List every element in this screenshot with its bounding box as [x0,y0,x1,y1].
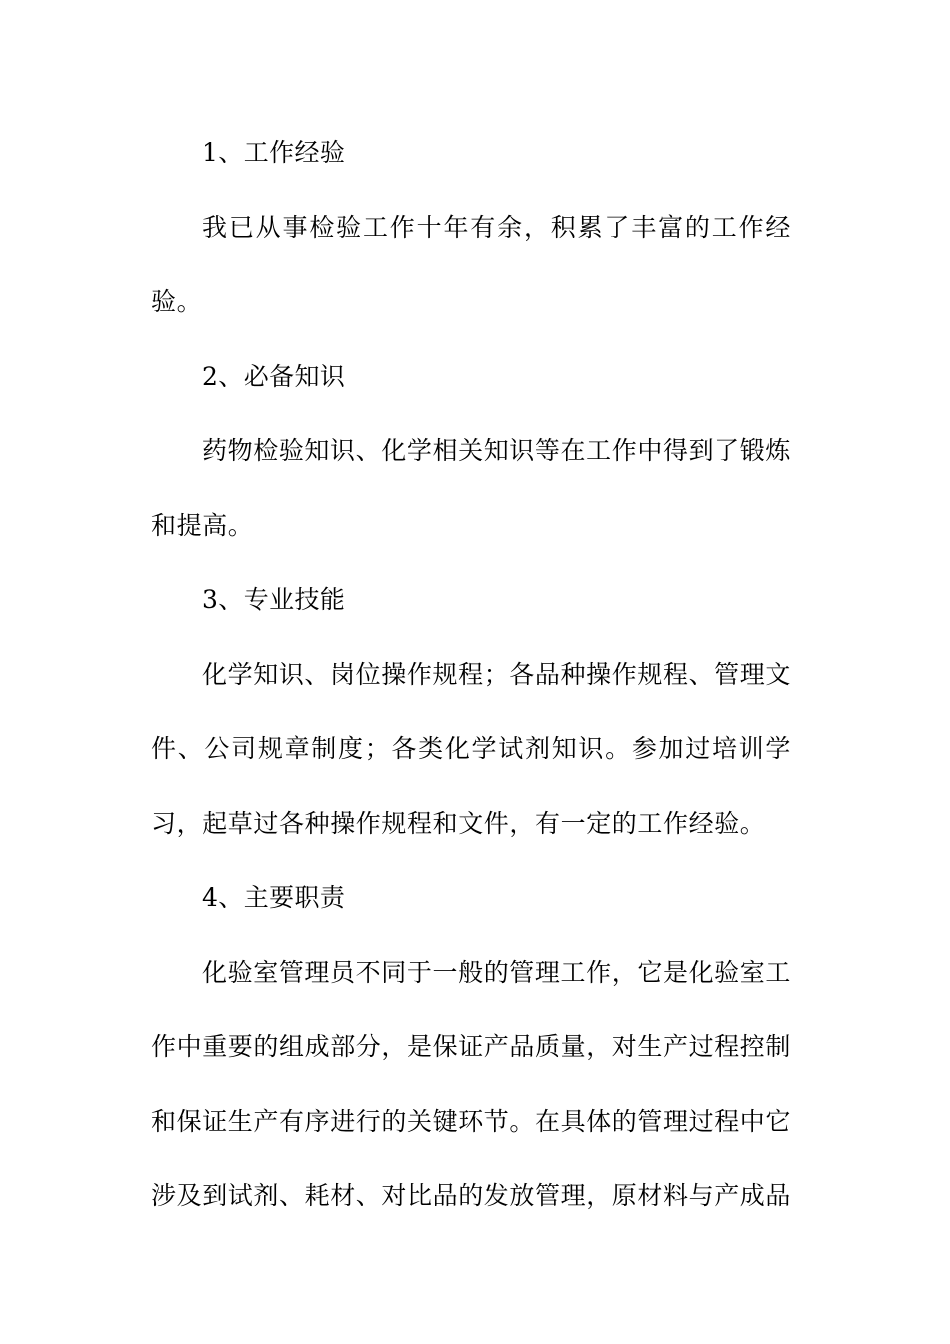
paragraph-work-experience: 我已从事检验工作十年有余，积累了丰富的工作经验。 [151,212,791,316]
paragraph-main-duties: 化验室管理员不同于一般的管理工作，它是化验室工作中重要的组成部分，是保证产品质量，对生产过程控制和保证生产有序进行的关键环节。在具体的管理过程中它涉及到试剂、耗材、对比品的发放管理，原材料与产成品 [151,957,792,1210]
section-heading-professional-skills: 3、专业技能 [202,585,346,614]
document-body [151,116,791,1234]
section-heading-main-duties: 4、主要职责 [202,883,346,912]
section-heading-required-knowledge: 2、必备知识 [202,361,346,391]
section-heading-work-experience: 1、工作经验 [202,138,346,167]
paragraph-professional-skills: 化学知识、岗位操作规程；各品种操作规程、管理文件、公司规章制度；各类化学试剂知识。参加过培训学习，起草过各种操作规程和文件，有一定的工作经验。 [151,659,791,838]
paragraph-required-knowledge: 药物检验知识、化学相关知识等在工作中得到了锻炼和提高。 [151,436,791,540]
